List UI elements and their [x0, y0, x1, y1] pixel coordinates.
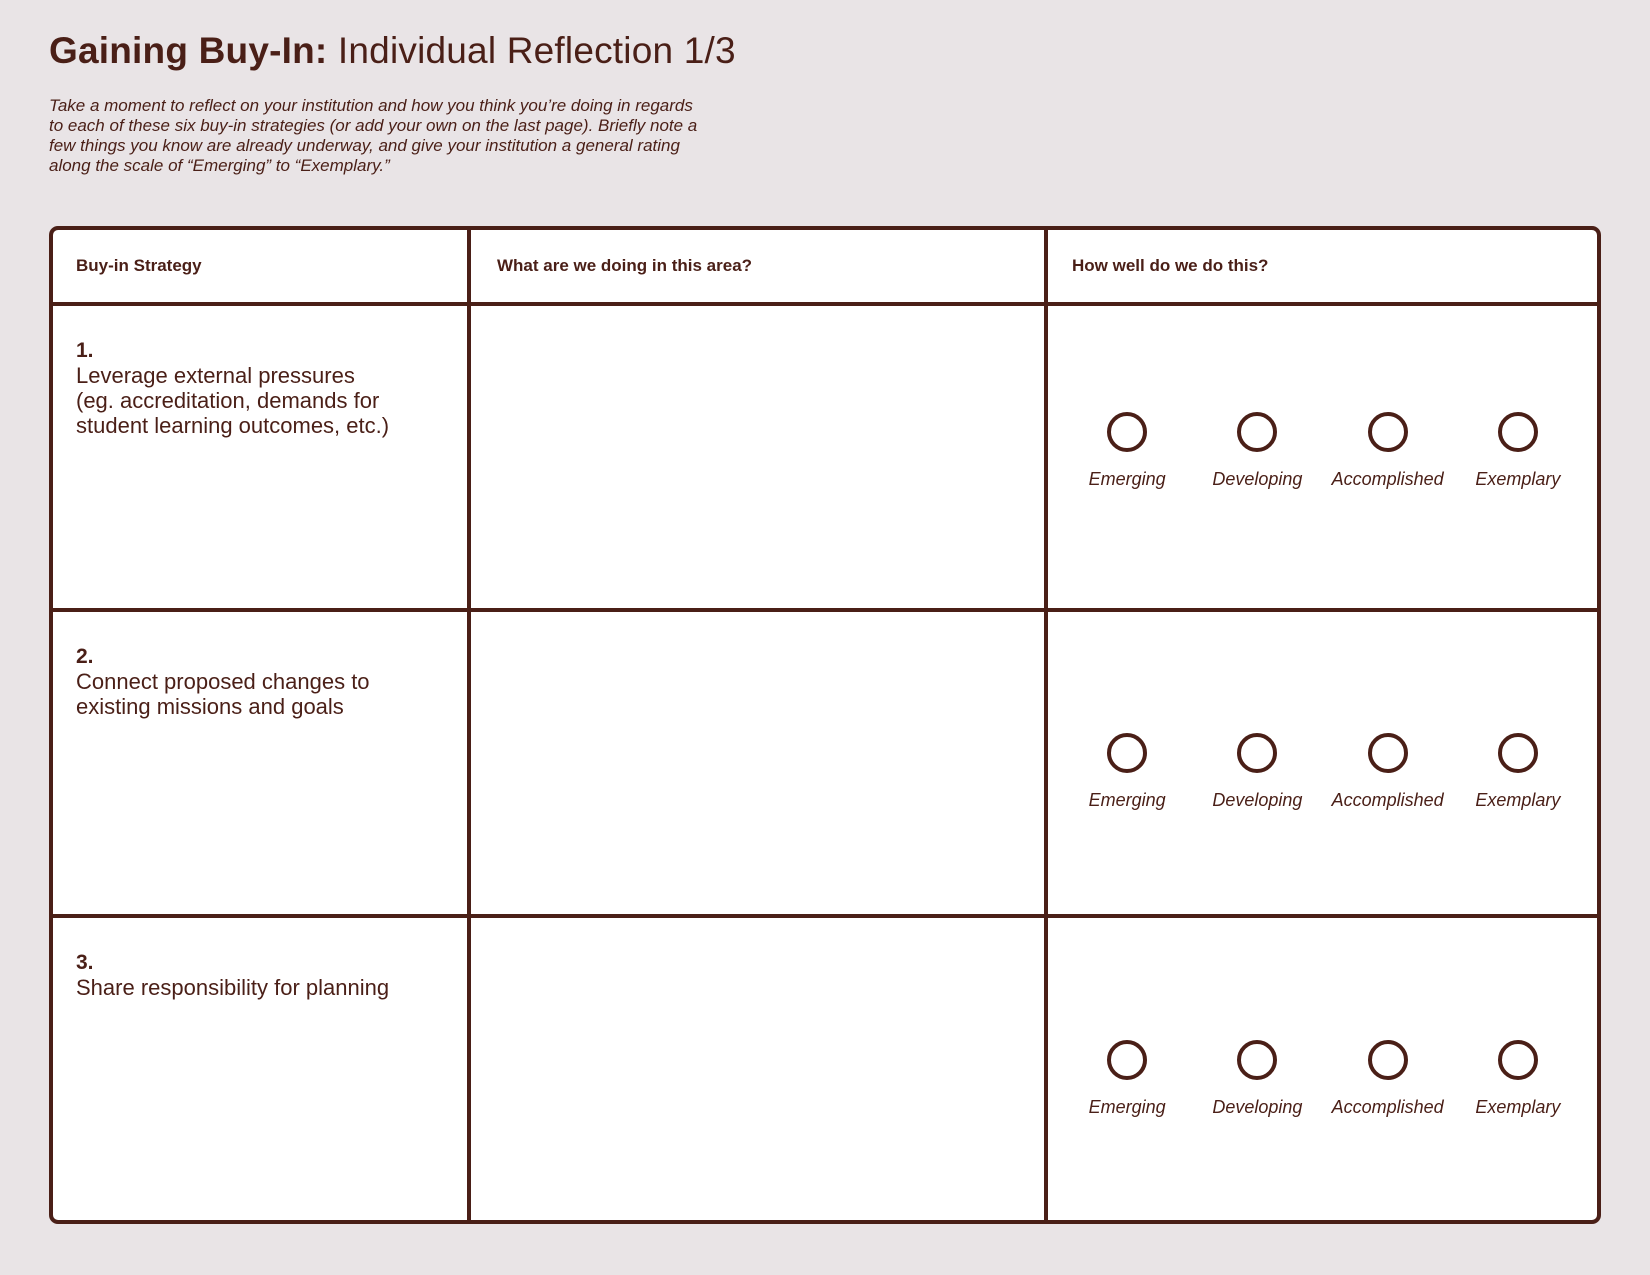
rating-cell [1048, 612, 1597, 914]
rating-cell [1048, 306, 1597, 608]
strategy-number: 2. [76, 645, 94, 668]
strategy-number: 3. [76, 951, 94, 974]
radio-circle-icon[interactable] [1368, 1040, 1408, 1080]
rating-option-developing[interactable] [1192, 412, 1322, 490]
header-what-are-we-doing: What are we doing in this area? [471, 230, 1048, 302]
rating-option-exemplary[interactable] [1453, 733, 1583, 811]
page-title [49, 30, 736, 72]
rating-label: Developing [1212, 1097, 1303, 1117]
strategy-line: Share responsibility for planning [76, 975, 390, 1000]
rating-option-accomplished[interactable] [1323, 412, 1453, 490]
rating-option-accomplished[interactable] [1323, 1040, 1453, 1118]
header-how-well: How well do we do this? [1072, 256, 1269, 275]
rating-option-exemplary[interactable] [1453, 1040, 1583, 1118]
notes-cell[interactable] [471, 918, 1048, 1220]
radio-circle-icon[interactable] [1237, 733, 1277, 773]
rating-label: Exemplary [1475, 1097, 1561, 1117]
strategy-cell [53, 612, 471, 914]
rating-label: Accomplished [1331, 469, 1444, 489]
strategy-cell [53, 918, 471, 1220]
rating-label: Developing [1212, 469, 1303, 489]
rating-label: Emerging [1088, 1097, 1166, 1117]
rating-label: Exemplary [1475, 469, 1561, 489]
strategy-number: 1. [76, 339, 94, 362]
rating-label: Exemplary [1475, 790, 1561, 810]
radio-circle-icon[interactable] [1237, 1040, 1277, 1080]
radio-circle-icon[interactable] [1498, 412, 1538, 452]
strategy-line: (eg. accreditation, demands for [76, 388, 380, 413]
page-title-bold: Gaining Buy-In: [49, 30, 328, 71]
radio-circle-icon[interactable] [1368, 412, 1408, 452]
rating-scale [1048, 1040, 1597, 1118]
strategy-line: existing missions and goals [76, 694, 344, 719]
strategy-line: student learning outcomes, etc.) [76, 413, 390, 438]
rating-label: Emerging [1088, 469, 1166, 489]
strategy-cell [53, 306, 471, 608]
rating-option-emerging[interactable] [1062, 412, 1192, 490]
rating-label: Accomplished [1331, 790, 1444, 810]
strategy-line: Connect proposed changes to [76, 669, 370, 694]
table-row [53, 306, 1597, 612]
notes-cell[interactable] [471, 306, 1048, 608]
rating-option-accomplished[interactable] [1323, 733, 1453, 811]
radio-circle-icon[interactable] [1498, 733, 1538, 773]
rating-label: Developing [1212, 790, 1303, 810]
table-row [53, 612, 1597, 918]
radio-circle-icon[interactable] [1107, 1040, 1147, 1080]
radio-circle-icon[interactable] [1107, 412, 1147, 452]
rating-scale [1048, 412, 1597, 490]
rating-option-emerging[interactable] [1062, 733, 1192, 811]
radio-circle-icon[interactable] [1498, 1040, 1538, 1080]
rating-option-developing[interactable] [1192, 733, 1322, 811]
rating-option-emerging[interactable] [1062, 1040, 1192, 1118]
radio-circle-icon[interactable] [1237, 412, 1277, 452]
radio-circle-icon[interactable] [1107, 733, 1147, 773]
header-buy-in-strategy: Buy-in Strategy [53, 230, 471, 302]
rating-option-developing[interactable] [1192, 1040, 1322, 1118]
rating-scale [1048, 733, 1597, 811]
table-row [53, 918, 1597, 1220]
page-title-rest: Individual Reflection 1/3 [327, 30, 736, 71]
rating-label: Emerging [1088, 790, 1166, 810]
rating-cell [1048, 918, 1597, 1220]
notes-cell[interactable] [471, 612, 1048, 914]
intro-text: Take a moment to reflect on your institution and how you think you’re doing in regards to each of these six buy-in strategies (or add your own on the last page). Briefly note a few things you know are already underway, and give your institution a general rating along the scale of “Emerging” to “Exemplary.” [49, 96, 698, 175]
rating-label: Accomplished [1331, 1097, 1444, 1117]
radio-circle-icon[interactable] [1368, 733, 1408, 773]
reflection-table [49, 226, 1601, 1224]
strategy-line: Leverage external pressures [76, 363, 355, 388]
table-header-row [53, 230, 1597, 306]
rating-option-exemplary[interactable] [1453, 412, 1583, 490]
